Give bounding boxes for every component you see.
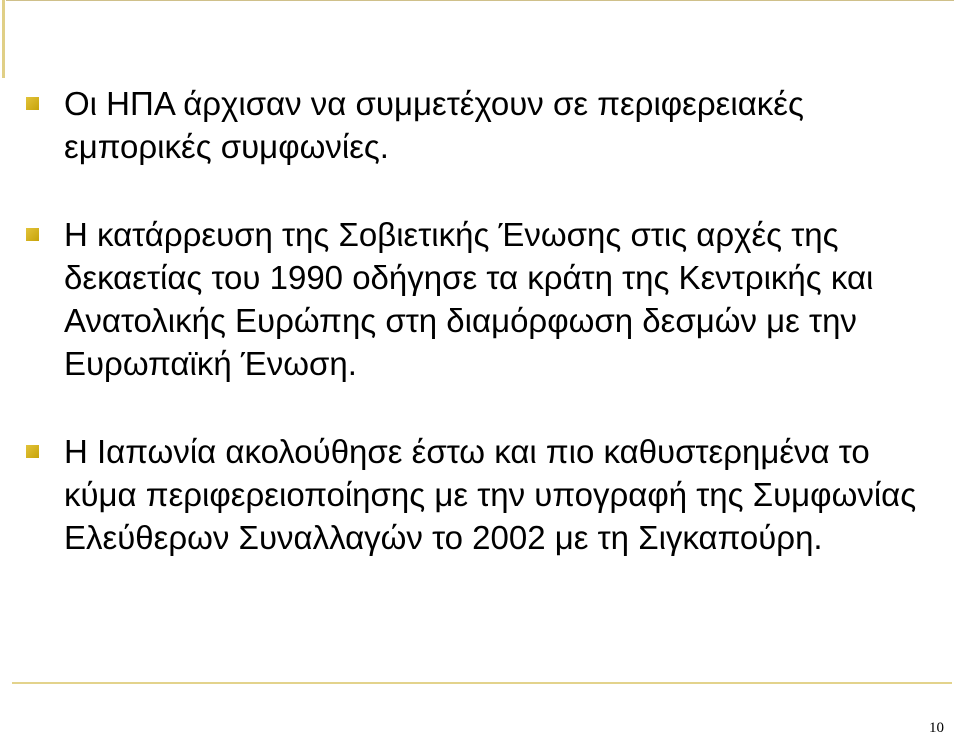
square-bullet-icon	[26, 228, 39, 241]
bullet-text: Η Ιαπωνία ακολούθησε έστω και πιο καθυστερημένα το κύμα περιφερειοποίησης με την υπογραφή της Συμφωνίας Ελεύθερων Συναλλαγών το 2002 με τη Σιγκαπούρη.	[64, 433, 917, 556]
slide-number: 10	[929, 720, 944, 736]
square-bullet-icon	[26, 97, 39, 110]
bullet-text: Η κατάρρευση της Σοβιετικής Ένωσης στις αρχές της δεκαετίας του 1990 οδήγησε τα κράτη της Κεντρικής και Ανατολικής Ευρώπης στη διαμόρφωση δεσμών με την Ευρωπαϊκή Ένωση.	[64, 216, 874, 382]
bullet-item	[20, 213, 940, 385]
top-divider	[6, 0, 954, 1]
left-accent-bar	[2, 0, 5, 78]
bullet-item	[20, 430, 940, 559]
footer-divider	[12, 682, 952, 684]
bullet-text: Οι ΗΠΑ άρχισαν να συμμετέχουν σε περιφερειακές εμπορικές συμφωνίες.	[64, 85, 804, 165]
bullet-item	[20, 82, 940, 168]
square-bullet-icon	[26, 445, 39, 458]
bullet-list	[20, 82, 940, 604]
